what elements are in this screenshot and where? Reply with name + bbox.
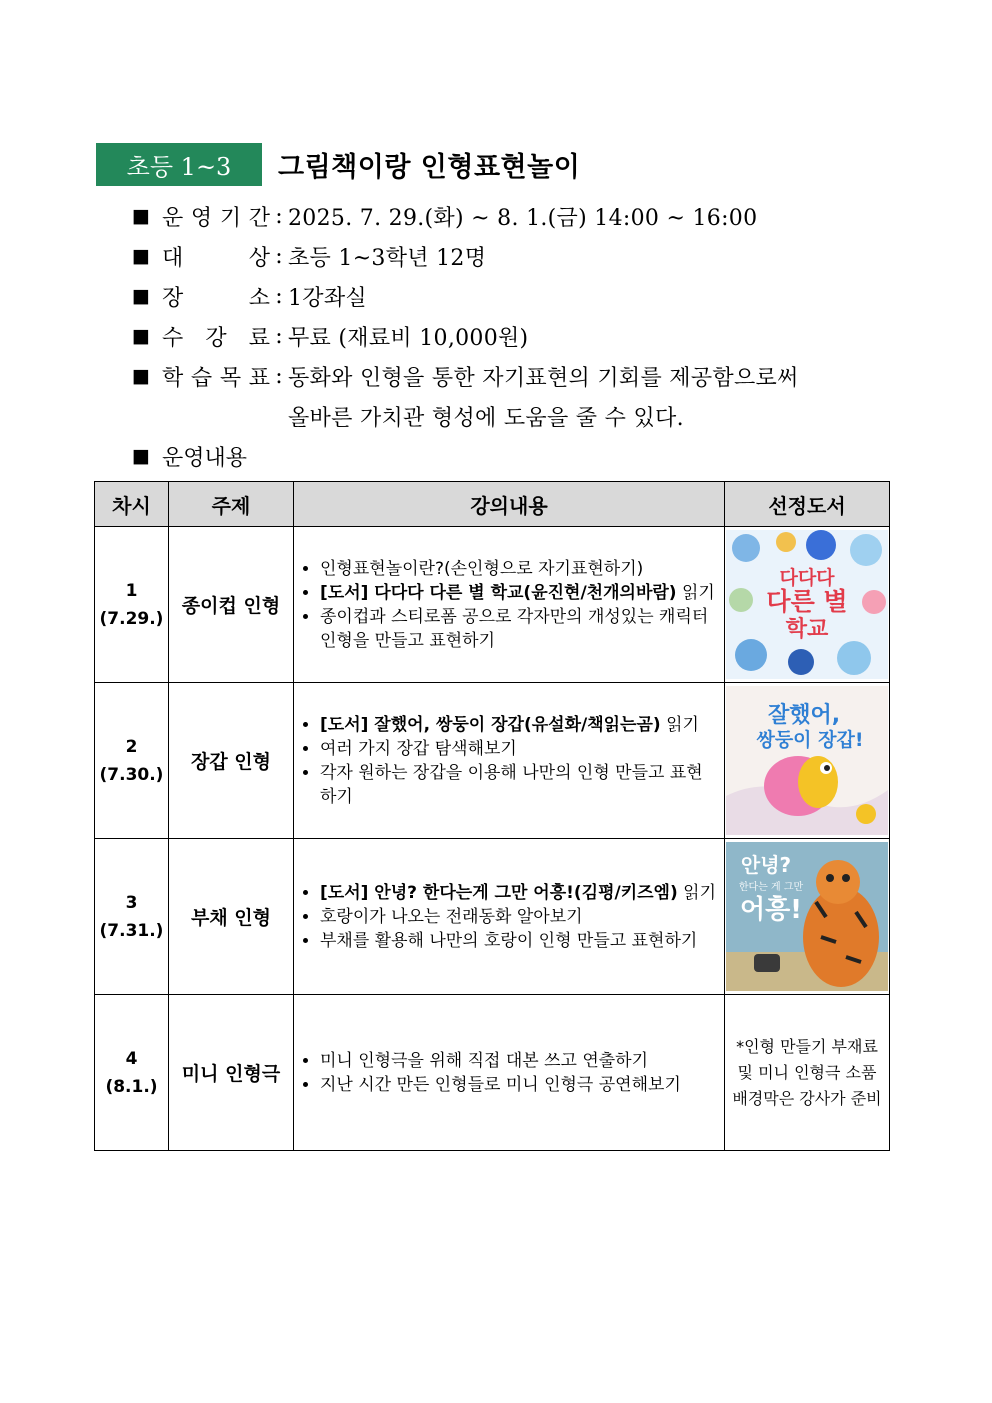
content-item xyxy=(320,761,718,809)
info-value: 동화와 인형을 통한 자기표현의 기회를 제공함으로써 xyxy=(288,365,799,391)
session-number: 4 xyxy=(125,1048,138,1069)
grade-badge: 초등 1~3 xyxy=(96,143,262,186)
note-line: 및 미니 인형극 소품 xyxy=(737,1062,877,1082)
info-value: 1강좌실 xyxy=(288,285,367,311)
info-place xyxy=(132,276,799,316)
item-text: 각자 원하는 장갑을 이용해 나만의 인형 만들고 표현하기 xyxy=(320,762,703,807)
session-number: 2 xyxy=(125,736,138,757)
item-text: 미니 인형극을 위해 직접 대본 쓰고 연출하기 xyxy=(320,1050,649,1071)
session-date: (7.29.) xyxy=(99,608,164,629)
cover-title-line: 쌍둥이 장갑! xyxy=(756,729,864,751)
item-text: 종이컵과 스티로폼 공으로 각자만의 개성있는 캐릭터 인형을 만들고 표현하기 xyxy=(320,606,709,651)
label-char: 영 xyxy=(190,205,213,231)
info-value: 2025. 7. 29.(화) ~ 8. 1.(금) 14:00 ~ 16:00 xyxy=(288,205,758,231)
content-item xyxy=(320,905,718,929)
cover-title-line: 다다다 xyxy=(779,567,835,589)
label-char: 표 xyxy=(248,365,270,391)
info-label xyxy=(162,281,270,312)
session-cell xyxy=(95,527,169,683)
colon: : xyxy=(275,363,283,389)
item-text: 여러 가지 장갑 탐색해보기 xyxy=(320,738,517,759)
item-text: 인형표현놀이란?(손인형으로 자기표현하기) xyxy=(320,558,644,579)
content-cell xyxy=(294,527,725,683)
table-row xyxy=(95,995,890,1151)
session-number: 1 xyxy=(125,580,138,601)
cover-title-line: 학교 xyxy=(785,617,829,642)
colon: : xyxy=(275,243,283,269)
bullet-square-icon: ■ xyxy=(132,325,150,347)
content-item xyxy=(320,605,718,653)
bullet-square-icon: ■ xyxy=(132,245,150,267)
content-cell xyxy=(294,839,725,995)
label-char: 강 xyxy=(205,325,227,351)
info-value: 초등 1~3학년 12명 xyxy=(288,245,487,271)
cover-title-line: 다른 별 xyxy=(766,587,848,616)
cover-title-line: 한다는 게 그만 xyxy=(738,882,804,893)
session-date: (8.1.) xyxy=(105,1076,158,1097)
colon: : xyxy=(275,203,283,229)
label-char: 목 xyxy=(219,365,242,391)
book-cell xyxy=(725,527,890,683)
content-item xyxy=(320,1049,718,1073)
info-label: 운영내용 xyxy=(162,445,248,471)
label-char: 소 xyxy=(248,285,270,311)
book-cover-twin-gloves xyxy=(726,686,888,835)
info-label xyxy=(162,241,270,272)
book-reference: [도서] 잘했어, 쌍둥이 장갑(유설화/책읽는곰) xyxy=(320,714,661,735)
bullet-square-icon: ■ xyxy=(132,445,150,467)
info-period xyxy=(132,196,799,236)
note-line: *인형 만들기 부재료 xyxy=(736,1036,878,1056)
table-row xyxy=(95,527,890,683)
info-label xyxy=(162,321,270,352)
label-char: 대 xyxy=(162,245,184,271)
content-item xyxy=(320,881,718,905)
content-item xyxy=(320,713,718,737)
topic-cell: 장갑 인형 xyxy=(169,683,294,839)
session-cell xyxy=(95,839,169,995)
label-char: 습 xyxy=(190,365,213,391)
topic-cell: 미니 인형극 xyxy=(169,995,294,1151)
content-cell xyxy=(294,683,725,839)
book-cover-tiger-roar xyxy=(726,842,888,991)
label-char: 수 xyxy=(162,325,184,351)
section-header xyxy=(96,143,580,186)
label-char: 학 xyxy=(162,365,184,391)
topic-cell: 부채 인형 xyxy=(169,839,294,995)
table-header-row xyxy=(95,482,890,527)
topic-cell: 종이컵 인형 xyxy=(169,527,294,683)
label-char: 기 xyxy=(219,205,242,231)
session-cell xyxy=(95,683,169,839)
content-item xyxy=(320,737,718,761)
item-text: 읽기 xyxy=(677,882,716,903)
info-value: 올바른 가치관 형성에 도움을 줄 수 있다. xyxy=(288,405,684,431)
program-title: 그림책이랑 인형표현놀이 xyxy=(278,152,581,183)
schedule-table xyxy=(94,481,890,1151)
item-text: 부채를 활용해 나만의 호랑이 인형 만들고 표현하기 xyxy=(320,930,698,951)
materials-note xyxy=(726,1034,888,1112)
label-char: 료 xyxy=(248,325,270,351)
cover-title-line: 안녕? xyxy=(740,853,792,877)
book-cover-different-star-school xyxy=(726,530,888,679)
info-target xyxy=(132,236,799,276)
session-date: (7.30.) xyxy=(99,764,164,785)
session-cell xyxy=(95,995,169,1151)
bullet-square-icon: ■ xyxy=(132,205,150,227)
header-topic: 주제 xyxy=(169,482,294,527)
info-label xyxy=(162,361,270,392)
item-text: 읽기 xyxy=(660,714,699,735)
item-text: 호랑이가 나오는 전래동화 알아보기 xyxy=(320,906,583,927)
book-reference: [도서] 다다다 다른 별 학교(윤진현/천개의바람) xyxy=(320,582,677,603)
content-item xyxy=(320,1073,718,1097)
program-info xyxy=(132,196,799,476)
info-goal xyxy=(132,356,799,396)
info-label xyxy=(162,201,270,232)
content-cell xyxy=(294,995,725,1151)
label-char: 장 xyxy=(162,285,184,311)
colon: : xyxy=(275,283,283,309)
item-text: 읽기 xyxy=(676,582,715,603)
book-cell xyxy=(725,995,890,1151)
table-row xyxy=(95,683,890,839)
table-row xyxy=(95,839,890,995)
session-number: 3 xyxy=(125,892,138,913)
cover-title-line: 어흥! xyxy=(739,895,803,925)
label-char: 간 xyxy=(248,205,270,231)
info-content-heading xyxy=(132,436,799,476)
bullet-square-icon: ■ xyxy=(132,365,150,387)
label-char: 운 xyxy=(162,205,184,231)
content-item xyxy=(320,557,718,581)
header-book: 선정도서 xyxy=(725,482,890,527)
session-date: (7.31.) xyxy=(99,920,164,941)
item-text: 지난 시간 만든 인형들로 미니 인형극 공연해보기 xyxy=(320,1074,681,1095)
bullet-square-icon: ■ xyxy=(132,285,150,307)
book-reference: [도서] 안녕? 한다는게 그만 어흥!(김평/키즈엠) xyxy=(320,882,678,903)
book-cell xyxy=(725,683,890,839)
info-goal-continued xyxy=(132,396,799,436)
content-item xyxy=(320,929,718,953)
info-fee xyxy=(132,316,799,356)
header-content: 강의내용 xyxy=(294,482,725,527)
info-value: 무료 (재료비 10,000원) xyxy=(288,325,529,351)
label-char: 상 xyxy=(248,245,270,271)
cover-title-line: 잘했어, xyxy=(767,703,841,728)
colon: : xyxy=(275,323,283,349)
header-session: 차시 xyxy=(95,482,169,527)
book-cell xyxy=(725,839,890,995)
content-item xyxy=(320,581,718,605)
note-line: 배경막은 강사가 준비 xyxy=(732,1088,882,1108)
